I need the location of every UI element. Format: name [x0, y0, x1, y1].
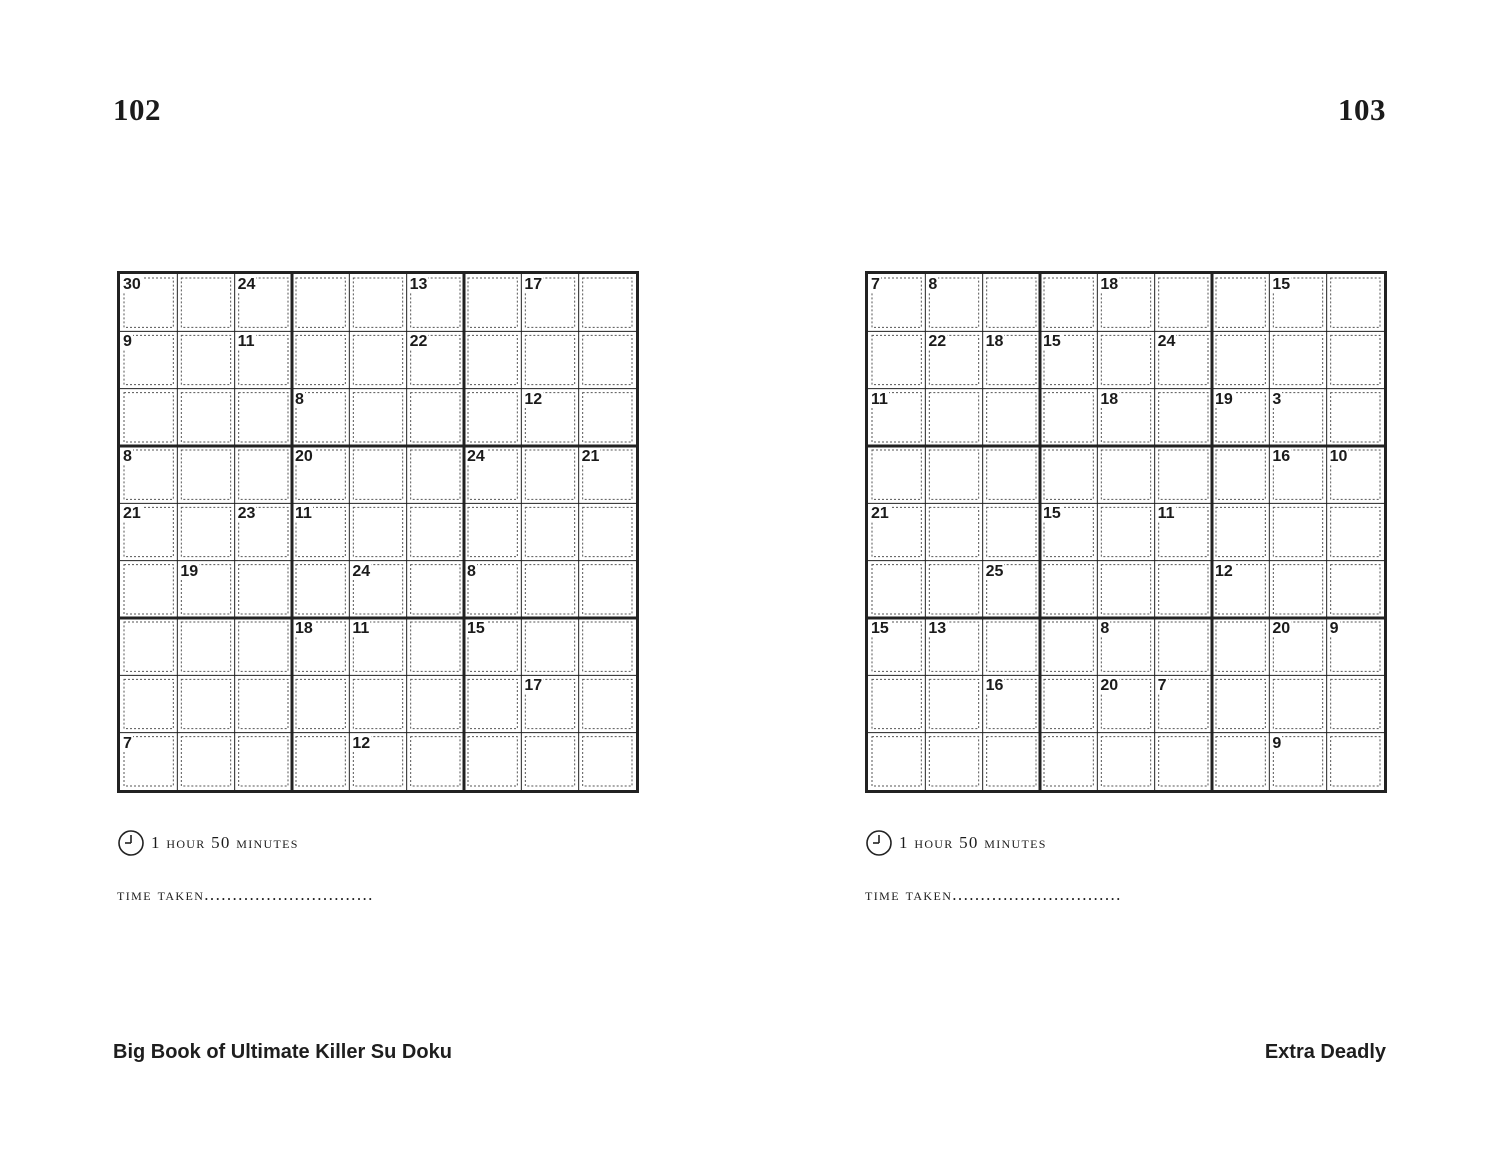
- cage-outline: [987, 737, 1036, 786]
- cage-outline: [1216, 507, 1265, 556]
- cage-outline: [296, 278, 345, 327]
- cage-outline: [239, 679, 288, 728]
- cage-sum: 23: [237, 505, 256, 523]
- cage-outline: [353, 278, 402, 327]
- cage-sum: 25: [985, 562, 1004, 580]
- cage-sum: 30: [123, 276, 141, 293]
- cage-sum: 8: [1100, 620, 1110, 637]
- cage-sum: 12: [352, 734, 371, 752]
- time-taken-right: time taken..............................: [865, 885, 1122, 904]
- cage-outline: [1216, 737, 1265, 786]
- grid-lines: [120, 274, 636, 790]
- time-taken-left: time taken..............................: [117, 885, 374, 904]
- cage-sum: 22: [928, 333, 947, 351]
- time-limit-text: 1 hour 50 minutes: [151, 833, 299, 852]
- cage-outline: [353, 679, 402, 728]
- cage-outline: [181, 622, 230, 671]
- cage-outline: [929, 450, 978, 499]
- cage-outline: [583, 393, 632, 442]
- cage-outline: [411, 450, 460, 499]
- cage-sum: 20: [1272, 620, 1291, 637]
- cage-sum: 7: [123, 734, 132, 752]
- cage-outline: [239, 450, 288, 499]
- cage-outline: [181, 737, 230, 786]
- cage-outline: [1159, 278, 1208, 327]
- cage-sum: 13: [928, 620, 947, 637]
- cage-outline: [1331, 507, 1380, 556]
- cage-outline: [411, 622, 460, 671]
- cage-outline: [1331, 335, 1380, 384]
- cage-sum: 24: [1157, 333, 1176, 351]
- cage-outline: [1159, 622, 1208, 671]
- cage-outline: [525, 450, 574, 499]
- cage-outline: [1273, 335, 1322, 384]
- cage-sum: 15: [1043, 505, 1061, 523]
- cage-outline: [181, 507, 230, 556]
- cage-outline: [872, 679, 921, 728]
- killer-sudoku-grid-102[interactable]: [117, 271, 639, 793]
- cage-outline: [987, 507, 1036, 556]
- cage-outline: [353, 507, 402, 556]
- cage-sum: 24: [352, 562, 371, 580]
- cage-outline: [987, 278, 1036, 327]
- cage-outline: [1044, 622, 1093, 671]
- cage-outline: [987, 622, 1036, 671]
- cage-outline: [929, 679, 978, 728]
- cage-sum: 21: [123, 505, 141, 523]
- page-number-right: 103: [1338, 92, 1386, 127]
- cage-sum: 8: [123, 448, 132, 465]
- cage-outline: [1159, 393, 1208, 442]
- cage-sum: 18: [1100, 390, 1119, 408]
- cage-outline: [583, 565, 632, 614]
- cage-outline: [1044, 565, 1093, 614]
- cage-outline: [583, 737, 632, 786]
- cage-outline: [1216, 450, 1265, 499]
- cage-outline: [525, 737, 574, 786]
- cage-sum: 15: [871, 620, 889, 637]
- cage-outline: [468, 507, 517, 556]
- cage-outline: [181, 450, 230, 499]
- cage-sum: 3: [1272, 390, 1282, 408]
- cage-outline: [239, 622, 288, 671]
- book-title-footer: Big Book of Ultimate Killer Su Doku: [113, 1041, 452, 1063]
- cage-sum: 8: [928, 276, 938, 293]
- cage-outline: [181, 335, 230, 384]
- cage-outline: [1273, 565, 1322, 614]
- cage-outline: [124, 679, 173, 728]
- cage-sum: 19: [180, 562, 199, 580]
- cage-sum: 11: [1157, 505, 1175, 523]
- cage-outline: [1331, 565, 1380, 614]
- cage-outline: [296, 737, 345, 786]
- cage-outline: [1331, 679, 1380, 728]
- cage-outline: [929, 565, 978, 614]
- cage-outline: [239, 565, 288, 614]
- cage-outline: [525, 507, 574, 556]
- clock-icon: [117, 829, 145, 857]
- cage-sum: 20: [1100, 677, 1119, 695]
- cage-outline: [411, 393, 460, 442]
- cage-outline: [1159, 737, 1208, 786]
- cage-sum: 8: [295, 390, 304, 408]
- cage-outline: [1331, 393, 1380, 442]
- cage-sum: 18: [1100, 276, 1119, 293]
- cage-sum: 17: [524, 677, 543, 695]
- cage-sum: 9: [123, 333, 132, 351]
- cage-outline: [987, 450, 1036, 499]
- cage-outline: [1101, 507, 1150, 556]
- cage-outline: [353, 335, 402, 384]
- cage-sum: 21: [871, 505, 889, 523]
- cage-outline: [124, 622, 173, 671]
- cage-outline: [468, 679, 517, 728]
- cage-sum: 24: [467, 448, 485, 465]
- cage-sum: 7: [1157, 677, 1167, 695]
- cage-outline: [1273, 679, 1322, 728]
- cage-sum: 22: [409, 333, 428, 351]
- cage-sum: 9: [1329, 620, 1339, 637]
- clock-icon: [865, 829, 893, 857]
- cage-outline: [1101, 565, 1150, 614]
- page-number-left: 102: [113, 92, 161, 127]
- cage-outline: [239, 737, 288, 786]
- cage-outline: [583, 679, 632, 728]
- cage-outline: [468, 278, 517, 327]
- cage-outline: [929, 507, 978, 556]
- cage-sum: 15: [467, 620, 485, 637]
- cage-outline: [987, 393, 1036, 442]
- cage-outline: [181, 278, 230, 327]
- cage-outline: [1044, 737, 1093, 786]
- cage-outline: [353, 393, 402, 442]
- cage-outline: [1044, 393, 1093, 442]
- time-limit-right: [865, 829, 1047, 857]
- cage-outline: [1216, 335, 1265, 384]
- cage-outline: [296, 565, 345, 614]
- cage-outline: [1331, 278, 1380, 327]
- cage-sum: 12: [1215, 562, 1233, 580]
- cage-outline: [296, 679, 345, 728]
- cage-sum: 18: [295, 620, 313, 637]
- cage-sum: 16: [1272, 448, 1291, 465]
- cage-sum: 7: [871, 276, 880, 293]
- cage-outline: [468, 335, 517, 384]
- cage-outline: [872, 737, 921, 786]
- cage-outline: [1159, 565, 1208, 614]
- cage-sum: 11: [352, 620, 370, 637]
- difficulty-footer: Extra Deadly: [1264, 1041, 1386, 1063]
- cage-sum: 9: [1272, 734, 1282, 752]
- cage-outline: [1101, 335, 1150, 384]
- cage-outline: [1101, 737, 1150, 786]
- cage-outline: [1159, 450, 1208, 499]
- cage-outline: [411, 679, 460, 728]
- cage-outline: [525, 565, 574, 614]
- cage-outline: [468, 393, 517, 442]
- cage-sum: 11: [295, 505, 312, 523]
- cage-sum: 24: [237, 276, 256, 293]
- cage-sum: 12: [524, 390, 543, 408]
- cage-sum: 21: [581, 448, 600, 465]
- cage-outline: [525, 335, 574, 384]
- cage-outline: [929, 393, 978, 442]
- cage-outline: [411, 507, 460, 556]
- cage-outline: [583, 622, 632, 671]
- cage-outline: [181, 393, 230, 442]
- cage-sum: 13: [409, 276, 428, 293]
- cage-outline: [181, 679, 230, 728]
- cage-sum: 20: [295, 448, 313, 465]
- cage-sum: 8: [467, 562, 476, 580]
- cage-sum: 17: [524, 276, 543, 293]
- cage-outline: [124, 393, 173, 442]
- cage-outline: [583, 278, 632, 327]
- cage-outline: [929, 737, 978, 786]
- cage-sum: 19: [1215, 390, 1233, 408]
- cage-sum: 18: [985, 333, 1004, 351]
- cage-outline: [525, 622, 574, 671]
- cage-sum: 15: [1272, 276, 1291, 293]
- cage-outline: [583, 335, 632, 384]
- cage-outline: [1044, 278, 1093, 327]
- time-limit-text: 1 hour 50 minutes: [899, 833, 1047, 852]
- cage-outline: [1044, 679, 1093, 728]
- cage-outline: [872, 335, 921, 384]
- cage-outline: [1101, 450, 1150, 499]
- cage-outline: [468, 737, 517, 786]
- cage-outline: [1216, 622, 1265, 671]
- cage-outline: [1044, 450, 1093, 499]
- cage-outline: [353, 450, 402, 499]
- cage-sum: 11: [237, 333, 255, 351]
- cage-outline: [1216, 278, 1265, 327]
- cage-sum: 11: [871, 390, 888, 408]
- cage-outline: [124, 565, 173, 614]
- cage-outline: [1216, 679, 1265, 728]
- cage-sum: 16: [985, 677, 1004, 695]
- cage-sum: 15: [1043, 333, 1061, 351]
- cage-outline: [239, 393, 288, 442]
- cage-outline: [1273, 507, 1322, 556]
- cage-sum: 10: [1329, 448, 1348, 465]
- time-limit-left: [117, 829, 299, 857]
- killer-sudoku-grid-103[interactable]: [865, 271, 1387, 793]
- cage-outline: [1331, 737, 1380, 786]
- cage-outline: [583, 507, 632, 556]
- cage-outline: [872, 450, 921, 499]
- cage-outline: [296, 335, 345, 384]
- cage-outline: [872, 565, 921, 614]
- cage-outline: [411, 737, 460, 786]
- cage-outline: [411, 565, 460, 614]
- grid-lines: [868, 274, 1384, 790]
